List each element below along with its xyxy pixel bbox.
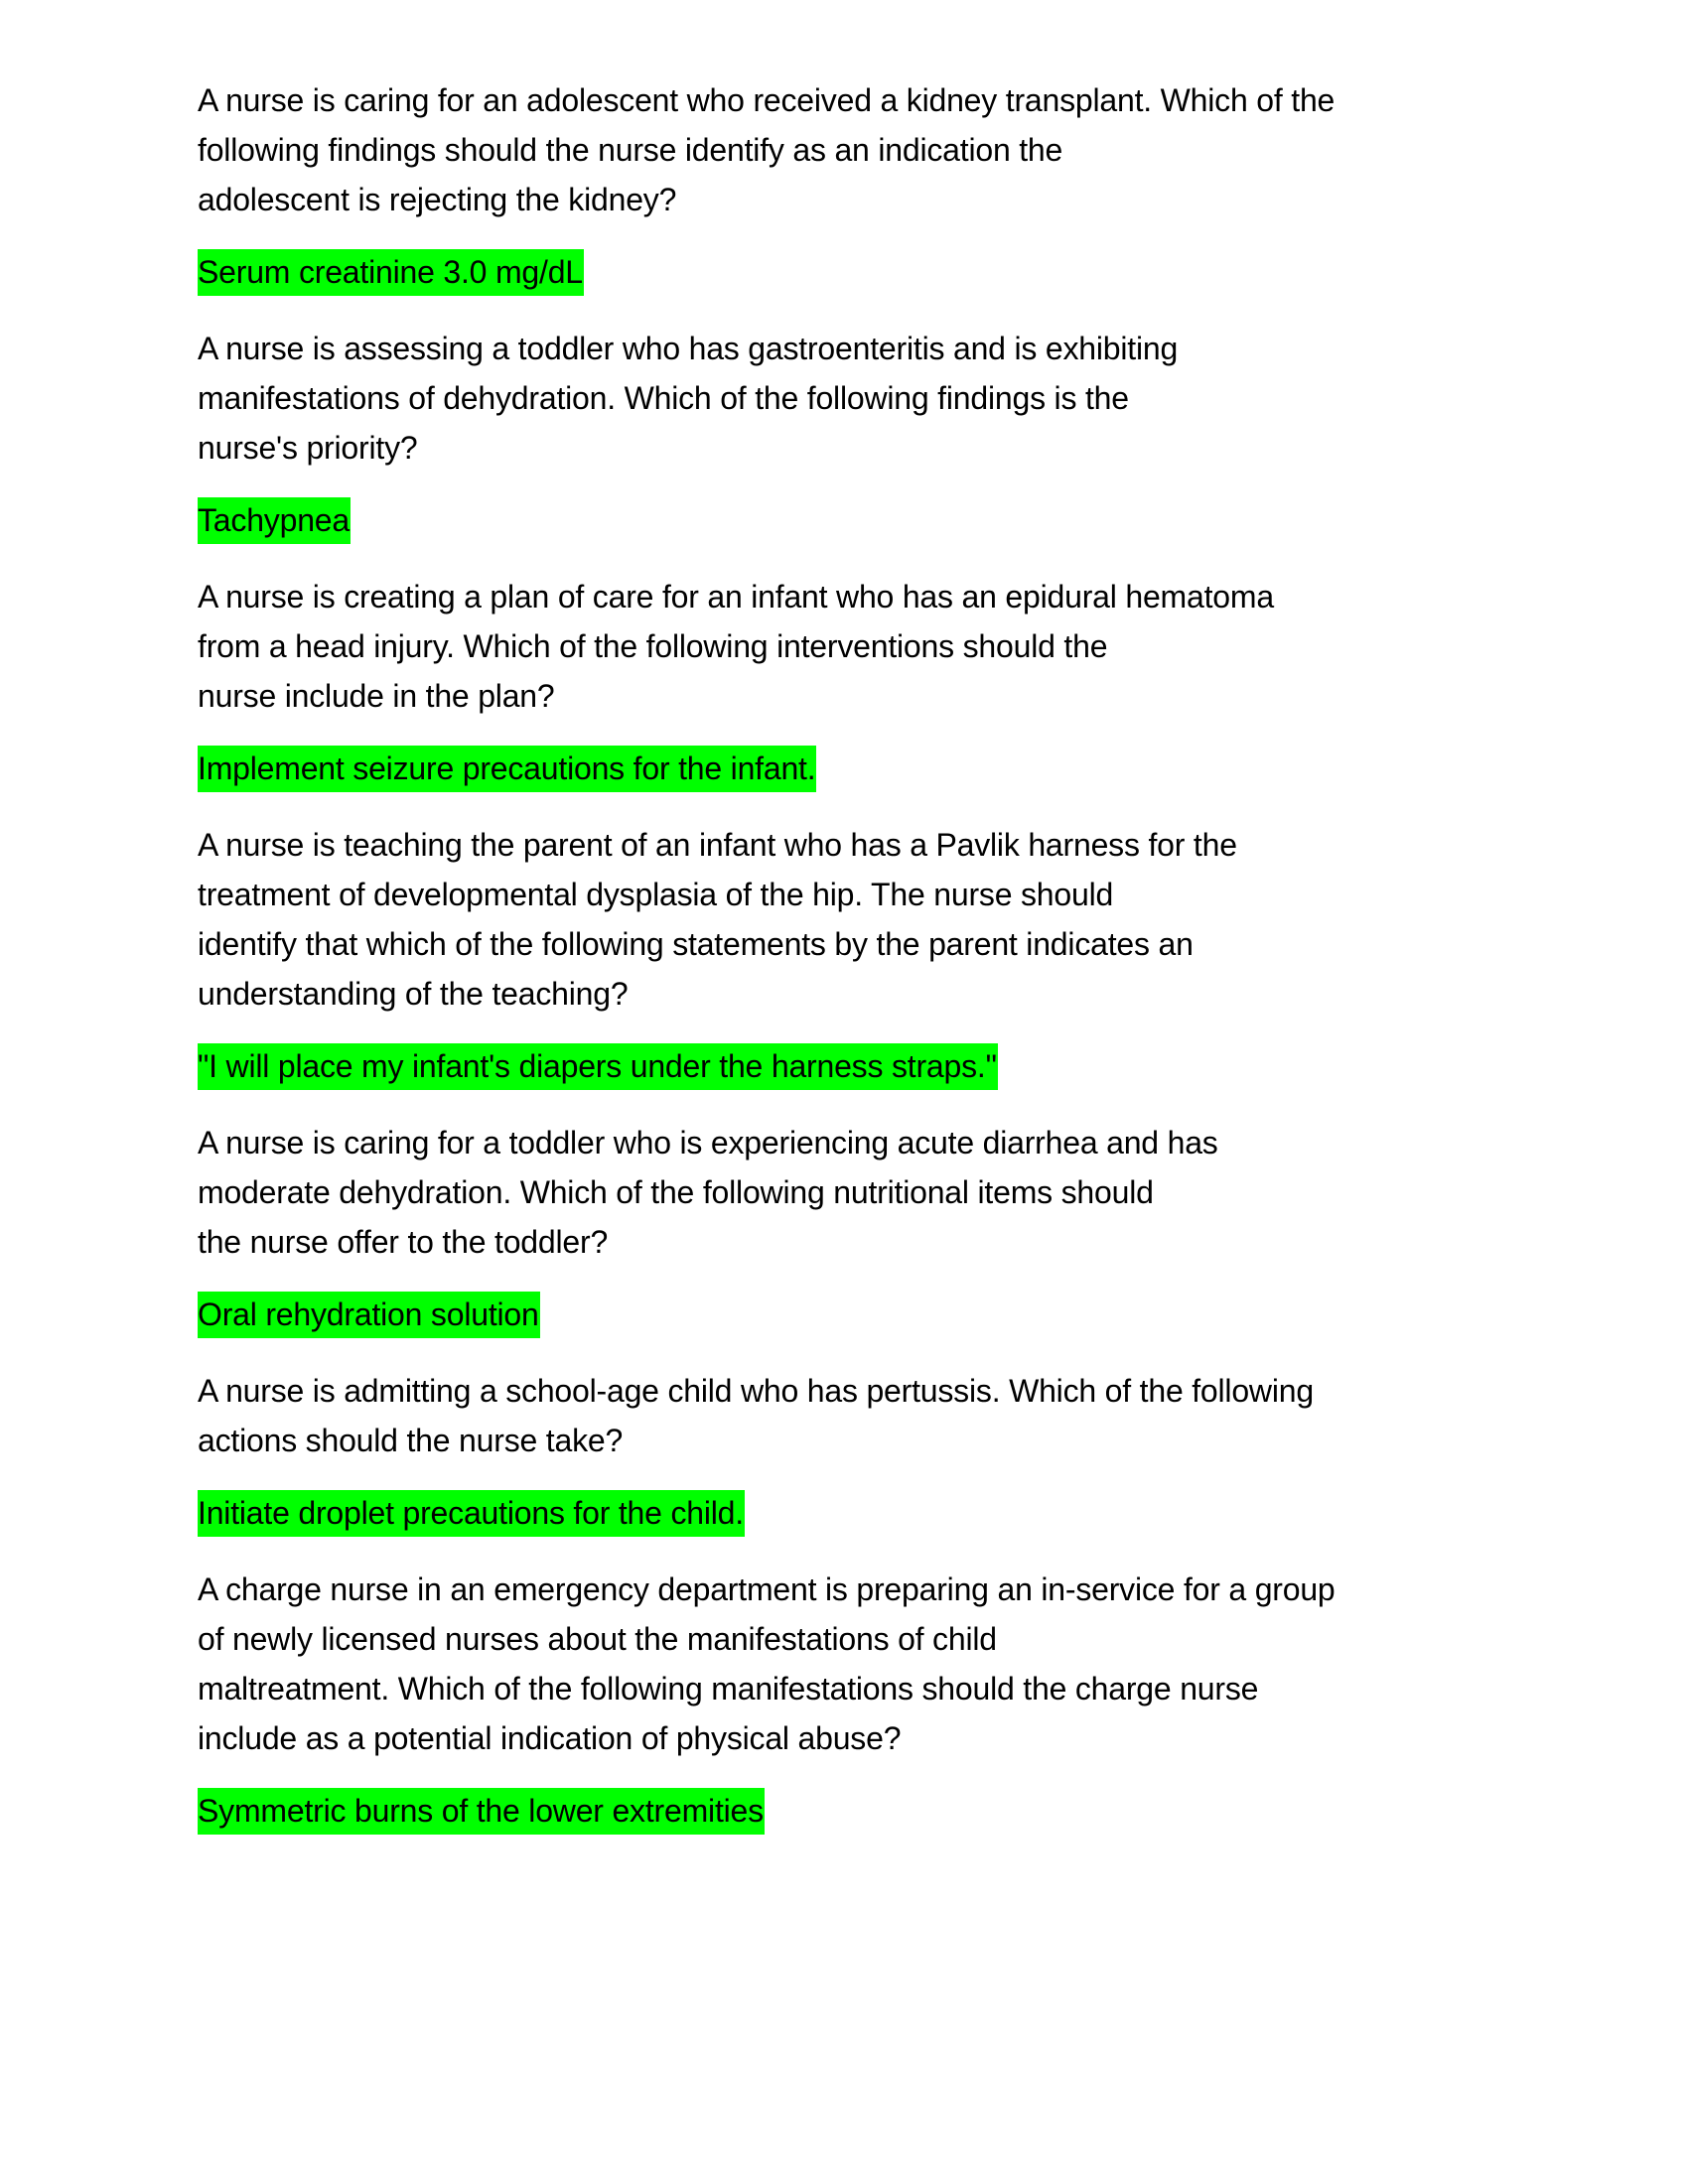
highlighted-answer: Initiate droplet precautions for the child. (198, 1490, 745, 1537)
qa-item (198, 1118, 1508, 1341)
qa-item (198, 1565, 1508, 1838)
question-line: of newly licensed nurses about the manifestations of child (198, 1621, 997, 1657)
question-text (198, 75, 1508, 224)
answer-block (198, 1043, 1508, 1093)
qa-item (198, 820, 1508, 1093)
answer-block (198, 1490, 1508, 1540)
question-line: the nurse offer to the toddler? (198, 1224, 609, 1260)
question-line: identify that which of the following statements by the parent indicates an (198, 926, 1194, 962)
question-line: A nurse is creating a plan of care for an infant who has an epidural hematoma (198, 579, 1274, 614)
question-line: nurse's priority? (198, 430, 418, 466)
qa-item (198, 1366, 1508, 1540)
highlighted-answer: Serum creatinine 3.0 mg/dL (198, 249, 584, 296)
highlighted-answer: Symmetric burns of the lower extremities (198, 1788, 765, 1835)
answer-block (198, 497, 1508, 547)
answer-block (198, 1788, 1508, 1838)
answer-block (198, 249, 1508, 299)
question-line: A nurse is admitting a school-age child who has pertussis. Which of the following (198, 1373, 1314, 1409)
question-text (198, 1118, 1508, 1267)
answer-block (198, 746, 1508, 795)
question-line: moderate dehydration. Which of the following nutritional items should (198, 1174, 1154, 1210)
question-line: A charge nurse in an emergency department is preparing an in-service for a group (198, 1571, 1336, 1607)
question-text (198, 1565, 1508, 1763)
question-line: actions should the nurse take? (198, 1423, 624, 1458)
question-text (198, 1366, 1508, 1465)
question-line: nurse include in the plan? (198, 678, 555, 714)
highlighted-answer: Oral rehydration solution (198, 1292, 540, 1338)
document-body (198, 75, 1508, 1862)
question-line: following findings should the nurse identify as an indication the (198, 132, 1063, 168)
question-line: treatment of developmental dysplasia of the hip. The nurse should (198, 877, 1114, 912)
question-line: from a head injury. Which of the following interventions should the (198, 628, 1108, 664)
qa-item (198, 572, 1508, 795)
question-line: A nurse is teaching the parent of an infant who has a Pavlik harness for the (198, 827, 1237, 863)
question-line: understanding of the teaching? (198, 976, 629, 1012)
question-line: A nurse is caring for a toddler who is experiencing acute diarrhea and has (198, 1125, 1218, 1160)
highlighted-answer: Tachypnea (198, 497, 351, 544)
question-line: manifestations of dehydration. Which of the following findings is the (198, 380, 1129, 416)
question-line: maltreatment. Which of the following manifestations should the charge nurse (198, 1671, 1259, 1706)
highlighted-answer: Implement seizure precautions for the infant. (198, 746, 816, 792)
question-line: adolescent is rejecting the kidney? (198, 182, 677, 217)
question-text (198, 820, 1508, 1019)
question-line: A nurse is caring for an adolescent who received a kidney transplant. Which of the (198, 82, 1336, 118)
question-text (198, 324, 1508, 473)
question-line: A nurse is assessing a toddler who has gastroenteritis and is exhibiting (198, 331, 1179, 366)
qa-item (198, 75, 1508, 299)
qa-item (198, 324, 1508, 547)
answer-block (198, 1292, 1508, 1341)
question-text (198, 572, 1508, 721)
highlighted-answer: "I will place my infant's diapers under the harness straps." (198, 1043, 998, 1090)
question-line: include as a potential indication of physical abuse? (198, 1720, 902, 1756)
